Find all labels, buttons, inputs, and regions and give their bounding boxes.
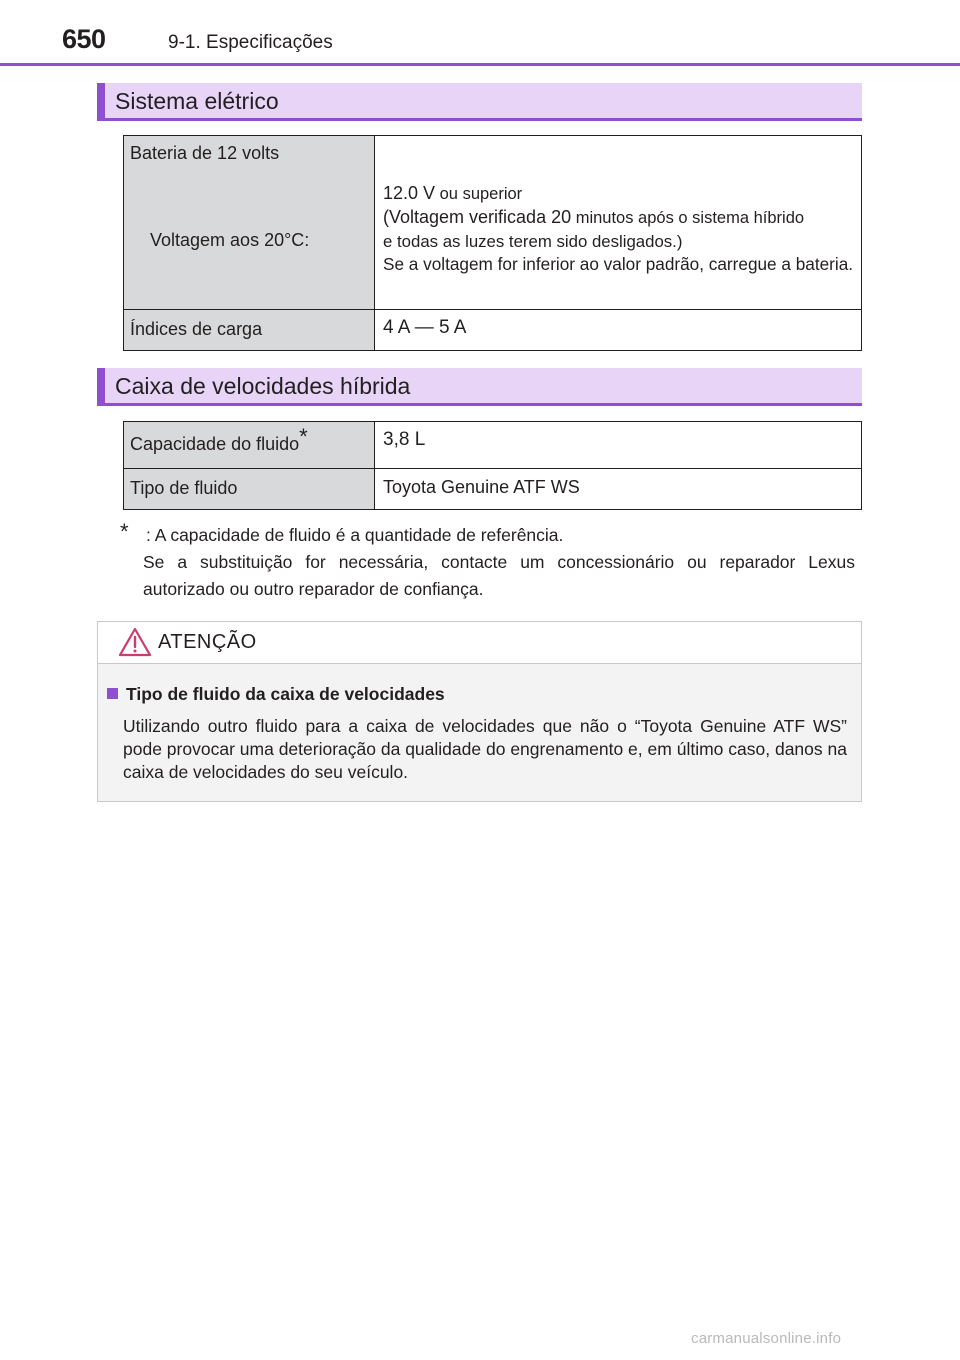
section-title-electrical: Sistema elétrico [115, 88, 279, 114]
table-row-charge [124, 310, 862, 351]
warning-body [98, 664, 861, 801]
warning-header [98, 622, 861, 664]
table-row-battery [124, 136, 862, 310]
charge-value: 4 A — 5 A [383, 317, 467, 338]
warning-box [97, 621, 862, 802]
page-number: 650 [62, 24, 106, 54]
footnote-star: * [120, 519, 129, 544]
section-title-transmission: Caixa de velocidades híbrida [115, 373, 411, 399]
section-heading-transmission [97, 368, 862, 406]
capacity-value: 3,8 L [383, 429, 426, 450]
header-rule [0, 63, 960, 66]
voltage-value: 12.0 V ou superior [383, 183, 523, 203]
watermark: carmanualsonline.info [691, 1330, 842, 1347]
fluid-type-value-cell [375, 469, 862, 510]
voltage-note-line2: e todas as luzes terem sido desligados.) [383, 232, 683, 251]
capacity-label-cell [124, 422, 375, 469]
fluid-type-label: Tipo de fluido [130, 478, 238, 498]
page-header [0, 0, 960, 68]
voltage-note-line1: (Voltagem verificada 20 minutos após o sistema híbrido [383, 207, 805, 227]
fluid-type-value: Toyota Genuine ATF WS [383, 477, 580, 497]
square-bullet-icon [107, 688, 118, 699]
voltage-note-line3: Se a voltagem for inferior ao valor padrão, carregue a bateria. [383, 254, 854, 274]
footnote-line2: Se a substituição for necessária, contacte um concessionário ou reparador Lexus [143, 552, 855, 572]
fluid-type-label-cell [124, 469, 375, 510]
voltage-label: Voltagem aos 20°C: [150, 230, 310, 250]
footnote-marker: * [299, 424, 308, 449]
footnote-line1: : A capacidade de fluido é a quantidade de referência. [146, 525, 564, 545]
heading-accent-bar [97, 368, 105, 403]
warning-subtitle: Tipo de fluido da caixa de velocidades [107, 684, 445, 705]
section-heading-electrical [97, 83, 862, 121]
charge-value-cell [375, 310, 862, 351]
warning-title: ATENÇÃO [158, 631, 257, 653]
electrical-spec-table [123, 135, 862, 351]
warning-triangle-icon [118, 627, 152, 657]
footnote-line3: autorizado ou outro reparador de confiança. [143, 579, 484, 599]
battery-label-cell [124, 136, 375, 310]
transmission-spec-table [123, 421, 862, 510]
warning-text: Utilizando outro fluido para a caixa de velocidades que não o “Toyota Genuine ATF WS” pode provocar uma deterioração da qualidade do engrenamento e, em último caso, danos na caixa de velocidades do seu veículo. [123, 716, 847, 782]
section-path: 9-1. Especificações [168, 32, 333, 53]
table-row-fluid-type [124, 469, 862, 510]
charge-label-cell [124, 310, 375, 351]
battery-value-cell [375, 136, 862, 310]
heading-accent-bar [97, 83, 105, 118]
battery-label: Bateria de 12 volts [130, 143, 280, 163]
table-row-capacity [124, 422, 862, 469]
capacity-value-cell [375, 422, 862, 469]
charge-label: Índices de carga [130, 319, 263, 339]
capacity-label: Capacidade do fluido* [130, 424, 308, 454]
